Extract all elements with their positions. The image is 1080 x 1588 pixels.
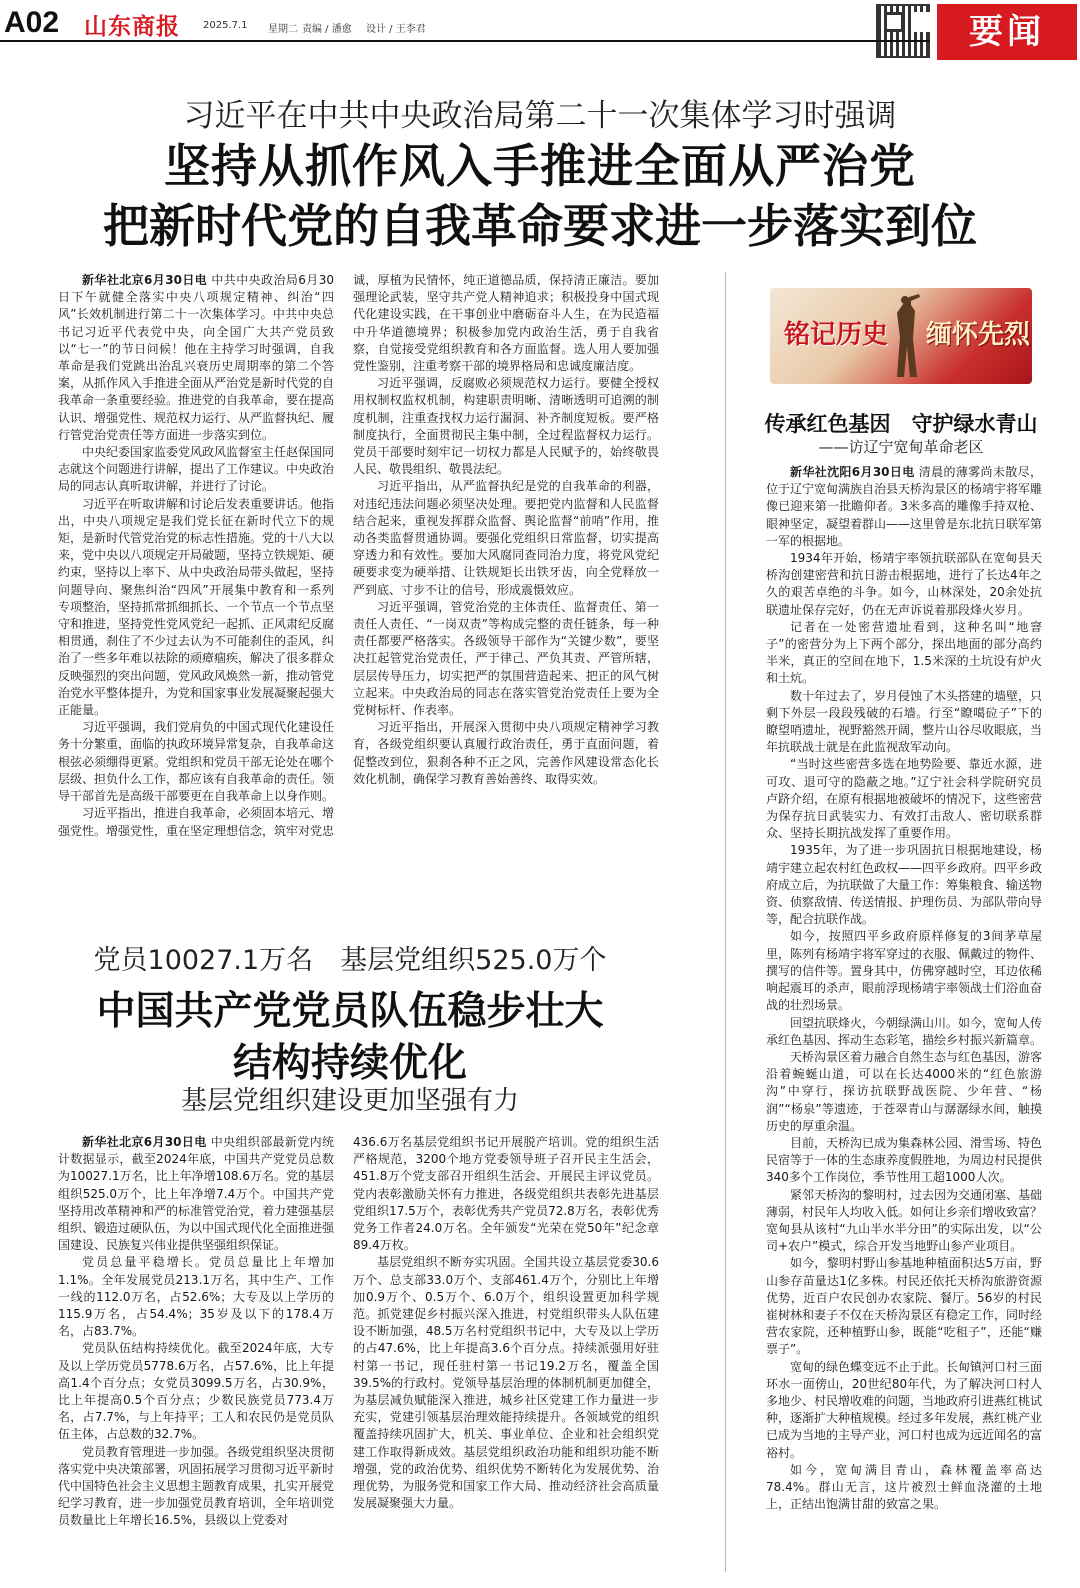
story1-paragraph: 习近平指出，开展深入贯彻中央八项规定精神学习教育，各级党组织要认真履行政治责任，勇于直面问题，着促整改到位，狠刹各种不正之风，完善作风建设常态化长效化机制，确保学习教育善始善终、取得实效。 [353,720,659,786]
story1-paragraph: 习近平指出，从严监督执纪是党的自我革命的利器，对违纪违法问题必须坚决处理。要把党内监督和人民监督结合起来，重视发挥群众监督、舆论监督“前哨”作用，推动各类监督贯通协调。要强化党组织日常监督，切实提高穿透力和有效性。要加大风腐同查同治力度，将党风党纪硬要求变为硬举措、让铁规矩长出铁牙齿，向全党释放一严到底、寸步不让的信号，形成震慑效应。 [353,479,659,597]
banner-text-right: 缅怀先烈 [926,320,1031,350]
story3-paragraph: 目前，天桥沟已成为集森林公园、滑雪场、特色民宿等于一体的生态康养度假胜地，为周边村民提供340多个工作岗位，季节性用工超1000人次。 [766,1135,1042,1185]
story2-kicker: 党员10027.1万名 基层党组织525.0万个 [93,945,607,976]
story3-paragraph: 新华社沈阳6月30日电 清晨的薄雾尚未散尽，位于辽宁宽甸满族自治县天桥沟景区的杨靖宇将军雕像已迎来第一批瞻仰者。3米多高的雕像手持双枪、眼神坚定，凝望着群山——这里曾是东北抗日联军第一军的根据地。 [766,465,1042,548]
story2-headline-line2: 结构持续优化 [232,1041,467,1086]
story3-paragraph: 如今，宽甸满目青山，森林覆盖率高达78.4%。群山无言，这片被烈士鲜血浇灌的土地上，正结出饱满甘甜的致富之果。 [766,1462,1042,1512]
story3-dateline: 新华社沈阳6月30日电 [790,465,915,479]
story2-paragraph: 党员教育管理进一步加强。各级党组织坚决贯彻落实党中央决策部署，巩固拓展学习贯彻习近平新时代中国特色社会主义思想主题教育成果，扎实开展党纪学习教育，进一步加强党员教育培训，全年培训党员数量比上年增长16.5%，县级以上党委对 [58,1444,334,1528]
story1-kicker: 习近平在中共中央政治局第二十一次集体学习时强调 [183,98,897,134]
story2-column-2 [353,1134,659,1574]
paper-name: 山东商报 [84,14,180,40]
story3-paragraph: 如今，按照四平乡政府原样修复的3间茅草屋里，陈列有杨靖宇将军穿过的衣服、佩戴过的物件、撰写的信件等。置身其中，仿佛穿越时空，耳边依稀响起震耳的杀声，眼前浮现杨靖宇率领战士们浴血奋战的壮烈场景。 [766,929,1042,1013]
story2-paragraph: 新华社北京6月30日电 中央组织部最新党内统计数据显示，截至2024年底，中国共产党党员总数为10027.1万名，比上年净增108.6万名。党的基层组织525.0万个，比上年净增7.4万个。中国共产党坚持用改革精神和严的标准管党治党，着力建强基层组织、锻造过硬队伍，为以中国式现代化全面推进强国建设、民族复兴伟业提供坚强组织保证。 [58,1135,334,1253]
story2-subhead: 基层党组织建设更加坚强有力 [180,1086,519,1116]
story1-headline-line1: 坚持从抓作风入手推进全面从严治党 [164,139,916,193]
story3-paragraph: 天桥沟景区着力融合自然生态与红色基因，游客沿着蜿蜒山道，可以在长达4000米的“红色旅游沟”中穿行，探访抗联野战医院、少年营、“杨润”“杨泉”等遗迹，于苍翠青山与潺潺绿水间，触摸历史的厚重余温。 [766,1049,1042,1133]
designer-credit: 设计 / 王李君 [366,24,426,35]
story2-column-1 [58,1134,334,1574]
editor-credit: 责编 / 潘愈 [302,24,352,35]
memorial-banner-image [770,288,1032,384]
page-number: A02 [4,6,60,39]
story1-column-1 [58,272,334,874]
banner-text-left: 铭记历史 [784,320,889,350]
story2-paragraph: 436.6万名基层党组织书记开展脱产培训。党的组织生活严格规范，3200个地方党委领导班子召开民主生活会，451.8万个党支部召开组织生活会、开展民主评议党员。党内表彰激励关怀有力推进，各级党组织共表彰先进基层党组织17.5万个，表彰优秀共产党员72.8万名，表彰优秀党务工作者24.0万名。全年颁发“光荣在党50年”纪念章89.4万枚。 [353,1135,659,1253]
story1-paragraph: 习近平指出，推进自我革命，必须固本培元、增强党性。增强党性，重在坚定理想信念，筑牢对党忠 [58,806,334,838]
story2-paragraph: 党员队伍结构持续优化。截至2024年底，大专及以上学历党员5778.6万名，占57.6%，比上年提高1.4个百分点；女党员3099.5万名，占30.9%，比上年提高0.5个百分点；少数民族党员773.4万名，占7.7%，与上年持平；工人和农民仍是党员队伍主体，占总数的32.7%。 [58,1341,334,1442]
story3-subhead: ——访辽宁宽甸革命老区 [818,438,984,456]
story2-paragraph: 基层党组织不断夯实巩固。全国共设立基层党委30.6万个、总支部33.0万个、支部461.4万个，分别比上年增加0.9万个、0.5万个、6.0万个，组织设置更加科学规范。抓党建促乡村振兴深入推进，村党组织带头人队伍建设不断加强，48.5万名村党组织书记中，大专及以上学历的占47.6%，比上年提高3.6个百分点。持续派强用好驻村第一书记，现任驻村第一书记19.2万名，覆盖全国39.5%的行政村。党领导基层治理的体制机制更加健全，为基层减负赋能深入推进，城乡社区党建工作力量进一步充实，党建引领基层治理效能持续提升。各领域党的组织覆盖持续巩固扩大，机关、事业单位、企业和社会组织党建工作取得新成效。基层党组织政治功能和组织功能不断增强，党的政治优势、组织优势不断转化为发展优势、治理优势，为服务党和国家工作大局、推动经济社会高质量发展凝聚强大力量。 [353,1255,659,1511]
masthead-rule [0,40,930,42]
story3-paragraph: 数十年过去了，岁月侵蚀了木头搭建的墙壁，只剩下外层一段段残破的石墙。行至“瞭噶砬子”下的瞭望哨遗址，视野豁然开阔，整片山谷尽收眼底，当年抗联战士就是在此监视敌军动向。 [766,688,1042,755]
story1-headline-line2: 把新时代党的自我革命要求进一步落实到位 [103,199,977,253]
story3-paragraph: 宽甸的绿色蝶变远不止于此。长甸镇河口村三面环水一面傍山，20世纪80年代，为了解决河口村人多地少、村民增收难的问题，当地政府引进燕红桃试种，逐渐扩大种植规模。经过多年发展，燕红桃产业已成为当地的主导产业，河口村也成为远近闻名的富裕村。 [766,1359,1042,1460]
story1-paragraph: 诚，厚植为民情怀，纯正道德品质，保持清正廉洁。要加强理论武装，坚守共产党人精神追求；积极投身中国式现代化建设实践，在干事创业中磨砺奋斗人生，在为民造福中升华道德境界；积极参加党内政治生活，勇于自我省察，自觉接受党组织教育和各方面监督。选人用人要加强党性鉴别，注重考察干部的境界格局和忠诚度廉洁度。 [353,273,659,374]
story3-paragraph: 紧邻天桥沟的黎明村，过去因为交通闭塞、基础薄弱，村民年人均收入低。如何让乡亲们增收致富？宽甸县从该村“九山半水半分田”的实际出发，以“公司+农户”模式，综合开发当地野山参产业项目。 [766,1187,1042,1254]
story3-column [766,464,1042,1574]
column-divider [725,272,726,1572]
section-tag: 要闻 [937,4,1077,60]
story3-paragraph: 1935年，为了进一步巩固抗日根据地建设，杨靖宇建立起农村红色政权——四平乡政府。四平乡政府成立后，为抗联做了大量工作：筹集粮食、输送物资、侦察敌情、传送情报、护理伤员、为部队带向导等，配合抗联作战。 [766,843,1042,927]
bugler-statue-icon [888,292,924,380]
story1-paragraph: 习近平强调，管党治党的主体责任、监督责任、第一责任人责任、“一岗双责”等构成完整的责任链条，每一种责任都要严格落实。各级领导干部作为“关键少数”，要坚决扛起管党治党责任，严于律己、严负其责、严管所辖，层层传导压力，切实把严的氛围营造起来、把正的风气树立起来。中央政治局的同志在落实管党治党责任上要为全党树标杆、作表率。 [353,599,659,718]
story2-paragraph: 党员总量平稳增长。党员总量比上年增加1.1%。全年发展党员213.1万名，其中生产、工作一线的112.0万名，占52.6%；大专及以上学历的115.9万名，占54.4%；35岁及以下的178.4万名，占83.7%。 [58,1255,334,1339]
story1-paragraph: 习近平强调，我们党肩负的中国式现代化建设任务十分繁重，面临的执政环境异常复杂，自我革命这根弦必须绷得更紧。党组织和党员干部无论处在哪个层级、担负什么工作，都应该有自我革命的责任。领导干部首先是高级干部要更在自我革命上以身作则。 [58,720,334,804]
story1-paragraph: 新华社北京6月30日电 中共中央政治局6月30日下午就健全落实中央八项规定精神、纠治“四风”长效机制进行第二十一次集体学习。中共中央总书记习近平代表党中央，向全国广大共产党员致以“七一”的节日问候！他在主持学习时强调，自我革命是我们党跳出治乱兴衰历史周期率的第二个答案，从抓作风入手推进全面从严治党是新时代党的自我革命一条重要经验。推进党的自我革命，要在提高认识、增强党性、规范权力运行、从严监督执纪、履行管党治党责任等方面进一步落实到位。 [58,273,334,442]
story3-paragraph: 如今，黎明村野山参基地种植面积达5万亩，野山参存苗量达1亿多株。村民还依托天桥沟旅游资源优势，近百户农民创办农家院、餐厅。56岁的村民崔树林和妻子不仅在天桥沟景区有稳定工作，同时经营农家院，还种植野山参，既能“吃租子”，还能“赚票子”。 [766,1256,1042,1357]
story2-headline-line1: 中国共产党党员队伍稳步壮大 [96,989,604,1034]
story1-paragraph: 习近平强调，反腐败必须规范权力运行。要健全授权用权制权监权机制，构建职责明晰、清晰透明可追溯的制度机制，注重查找权力运行漏洞、补齐制度短板。要严格制度执行，全面贯彻民主集中制，全过程监督权力运行。党员干部要时刻牢记一切权力都是人民赋予的，始终敬畏人民、敬畏组织、敬畏法纪。 [353,376,659,477]
story3-paragraph: 1934年开始，杨靖宇率领抗联部队在宽甸县天桥沟创建密营和抗日游击根据地，进行了长达4年之久的艰苦卓绝的斗争。如今，山林深处，20余处抗联遗址保存完好，仍在无声诉说着那段烽火岁月。 [766,551,1042,617]
issue-weekday: 星期二 [268,24,298,35]
qr-code-icon[interactable] [876,4,930,58]
story1-dateline: 新华社北京6月30日电 [82,273,208,287]
issue-date: 2025.7.1 [203,20,248,31]
story1-paragraph: 中央纪委国家监委党风政风监督室主任赵保国同志就这个问题进行讲解，提出了工作建议。中央政治局的同志认真听取讲解，并进行了讨论。 [58,445,334,494]
story3-paragraph: 回望抗联烽火，今朝绿满山川。如今，宽甸人传承红色基因、挥动生态彩笔，描绘乡村振兴新篇章。 [766,1015,1042,1047]
story1-paragraph: 习近平在听取讲解和讨论后发表重要讲话。他指出，中央八项规定是我们党长征在新时代立下的规矩，是新时代管党治党的标志性措施。党的十八大以来，党中央以八项规定开局破题，坚持立铁规矩、硬约束，坚持以上率下、从中央政治局带头做起，坚持问题导向、聚焦纠治“四风”开展集中教育和一系列专项整治，坚持抓常抓细抓长、一个节点一个节点坚守和推进，坚持党性党风党纪一起抓、正风肃纪反腐相贯通，刹住了不少过去认为不可能刹住的歪风，纠治了一些多年难以祛除的顽瘴痼疾，解决了很多群众反映强烈的突出问题，党风政风焕然一新，推动管党治党水平整体提升，为党和国家事业发展凝聚起强大正能量。 [58,496,334,718]
story2-dateline: 新华社北京6月30日电 [82,1135,207,1149]
masthead [0,0,1080,62]
story3-paragraph: “当时这些密营多选在地势险要、靠近水源，进可攻、退可守的隐蔽之地。”辽宁社会科学院研究员卢跻介绍，在原有根据地被破坏的情况下，这些密营为保存抗日武装实力、有效打击敌人、密切联系群众、坚持长期抗战发挥了重要作用。 [766,757,1042,841]
story3-headline: 传承红色基因 守护绿水青山 [764,412,1038,436]
story3-paragraph: 记者在一处密营遗址看到，这种名叫“地窨子”的密营分为上下两个部分，探出地面的部分高约半米，真正的空间在地下，1.5米深的土坑设有炉火和土炕。 [766,619,1042,686]
story1-column-2 [353,272,659,874]
